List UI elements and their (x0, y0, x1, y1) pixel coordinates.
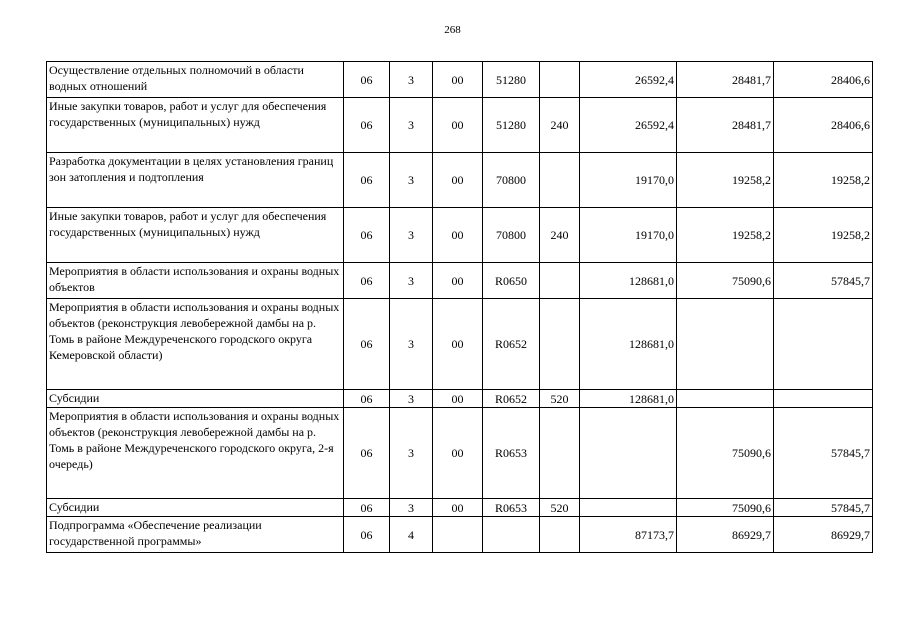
row-pr: 3 (390, 153, 433, 208)
row-year2 (677, 390, 774, 408)
row-vr: 520 (540, 499, 580, 517)
row-name: Субсидии (47, 499, 344, 517)
row-year1: 128681,0 (580, 390, 677, 408)
row-year2: 86929,7 (677, 517, 774, 553)
row-year3 (774, 390, 873, 408)
row-csr-b: R0652 (483, 299, 540, 390)
row-year2: 75090,6 (677, 408, 774, 499)
row-year3: 19258,2 (774, 208, 873, 263)
row-year1: 26592,4 (580, 62, 677, 98)
row-year2 (677, 299, 774, 390)
row-name: Мероприятия в области использования и охраны водных объектов (реконструкция левобережной дамбы на р. Томь в районе Междуреченского городского округа, 2-я очередь) (47, 408, 344, 499)
row-rz: 06 (344, 153, 390, 208)
row-pr: 3 (390, 408, 433, 499)
row-year1: 26592,4 (580, 98, 677, 153)
row-rz: 06 (344, 517, 390, 553)
row-csr-a: 00 (433, 299, 483, 390)
row-pr: 3 (390, 299, 433, 390)
row-vr (540, 517, 580, 553)
table-row (47, 62, 873, 98)
table-row (47, 499, 873, 517)
row-year2: 19258,2 (677, 153, 774, 208)
row-year1 (580, 499, 677, 517)
row-rz: 06 (344, 299, 390, 390)
row-csr-a: 00 (433, 408, 483, 499)
row-rz: 06 (344, 263, 390, 299)
row-name: Иные закупки товаров, работ и услуг для обеспечения государственных (муниципальных) нужд (47, 98, 344, 153)
row-year1: 19170,0 (580, 153, 677, 208)
row-csr-a: 00 (433, 62, 483, 98)
row-pr: 3 (390, 390, 433, 408)
row-csr-a: 00 (433, 263, 483, 299)
row-csr-a: 00 (433, 390, 483, 408)
row-vr (540, 62, 580, 98)
row-csr-b: 70800 (483, 153, 540, 208)
row-year1: 19170,0 (580, 208, 677, 263)
row-name: Разработка документации в целях установления границ зон затопления и подтопления (47, 153, 344, 208)
row-year2: 28481,7 (677, 98, 774, 153)
row-name: Иные закупки товаров, работ и услуг для обеспечения государственных (муниципальных) нужд (47, 208, 344, 263)
row-csr-a: 00 (433, 208, 483, 263)
row-vr (540, 408, 580, 499)
row-pr: 4 (390, 517, 433, 553)
row-csr-a: 00 (433, 153, 483, 208)
row-year1: 87173,7 (580, 517, 677, 553)
row-csr-b: 51280 (483, 98, 540, 153)
row-year2: 75090,6 (677, 263, 774, 299)
row-pr: 3 (390, 62, 433, 98)
row-vr (540, 299, 580, 390)
row-rz: 06 (344, 408, 390, 499)
row-vr: 240 (540, 208, 580, 263)
row-name: Мероприятия в области использования и охраны водных объектов (реконструкция левобережной дамбы на р. Томь в районе Междуреченского городского округа Кемеровской области) (47, 299, 344, 390)
row-name: Субсидии (47, 390, 344, 408)
row-year3: 28406,6 (774, 98, 873, 153)
row-csr-b (483, 517, 540, 553)
page-number: 268 (444, 24, 461, 36)
row-csr-a: 00 (433, 98, 483, 153)
row-year2: 28481,7 (677, 62, 774, 98)
row-year3: 57845,7 (774, 408, 873, 499)
row-rz: 06 (344, 390, 390, 408)
row-vr: 520 (540, 390, 580, 408)
row-year1: 128681,0 (580, 263, 677, 299)
table-row (47, 299, 873, 390)
row-name: Осуществление отдельных полномочий в области водных отношений (47, 62, 344, 98)
row-name: Подпрограмма «Обеспечение реализации государственной программы» (47, 517, 344, 553)
row-year3: 28406,6 (774, 62, 873, 98)
row-pr: 3 (390, 499, 433, 517)
table-row (47, 517, 873, 553)
row-pr: 3 (390, 98, 433, 153)
row-pr: 3 (390, 208, 433, 263)
row-year1: 128681,0 (580, 299, 677, 390)
row-rz: 06 (344, 499, 390, 517)
row-csr-b: 70800 (483, 208, 540, 263)
row-rz: 06 (344, 98, 390, 153)
row-year1 (580, 408, 677, 499)
table-row (47, 208, 873, 263)
row-year3: 57845,7 (774, 499, 873, 517)
table-row (47, 408, 873, 499)
table-row (47, 98, 873, 153)
row-csr-b: R0652 (483, 390, 540, 408)
row-year3: 19258,2 (774, 153, 873, 208)
row-pr: 3 (390, 263, 433, 299)
table-row (47, 263, 873, 299)
table-row (47, 153, 873, 208)
row-rz: 06 (344, 208, 390, 263)
row-year2: 19258,2 (677, 208, 774, 263)
row-vr (540, 153, 580, 208)
row-year3: 57845,7 (774, 263, 873, 299)
table-row (47, 390, 873, 408)
row-vr (540, 263, 580, 299)
row-csr-b: R0653 (483, 499, 540, 517)
row-csr-b: 51280 (483, 62, 540, 98)
row-csr-b: R0650 (483, 263, 540, 299)
row-csr-a (433, 517, 483, 553)
row-rz: 06 (344, 62, 390, 98)
budget-table (46, 61, 873, 553)
row-csr-b: R0653 (483, 408, 540, 499)
row-name: Мероприятия в области использования и охраны водных объектов (47, 263, 344, 299)
row-csr-a: 00 (433, 499, 483, 517)
row-year2: 75090,6 (677, 499, 774, 517)
row-year3: 86929,7 (774, 517, 873, 553)
row-vr: 240 (540, 98, 580, 153)
row-year3 (774, 299, 873, 390)
